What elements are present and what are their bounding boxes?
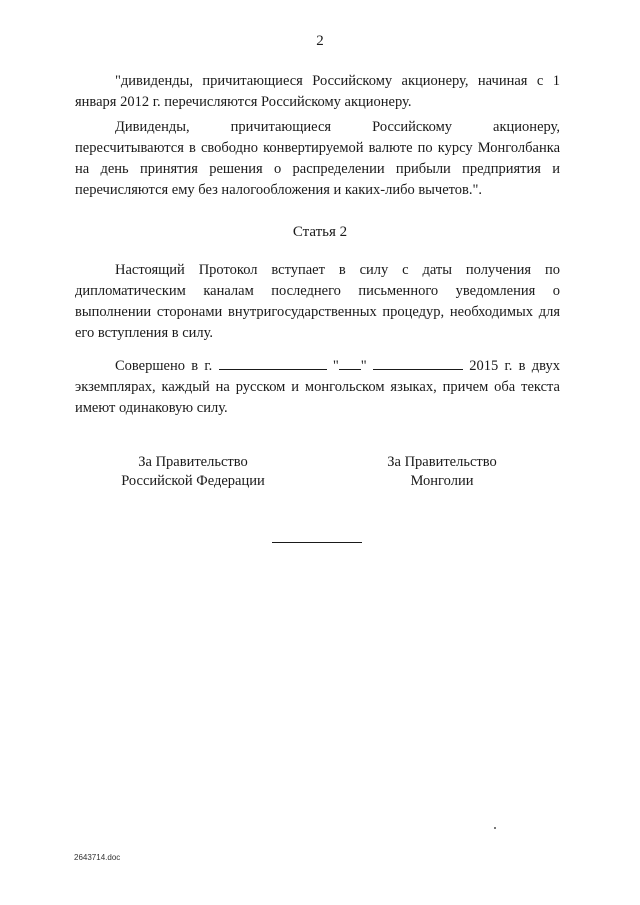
day-blank <box>339 356 361 370</box>
entry-into-force-paragraph <box>75 260 560 344</box>
signature-russia-line1: За Правительство <box>138 454 248 470</box>
footer-doc-code: 2643714.doc <box>74 853 121 862</box>
done-at-text <box>75 356 560 419</box>
dividends-text-2: Дивиденды, причитающиеся Российскому акционеру, пересчитываются в свободно конвертируемой валюте по курсу Монголбанка на день принятия решения о распределении прибыли предприятия и перечисляются ему без налогообложения и каких-либо вычетов.". <box>75 119 560 198</box>
article-2-title: Статья 2 <box>292 224 348 240</box>
dividends-text-1: "дивиденды, причитающиеся Российскому акционеру, начиная с 1 января 2012 г. перечисляются Российскому акционеру. <box>75 73 560 110</box>
city-blank <box>219 356 327 370</box>
end-divider-line <box>272 542 362 543</box>
dividends-paragraph-1 <box>75 71 560 113</box>
scan-dot <box>494 827 496 829</box>
signature-russia <box>108 453 278 491</box>
quote-open: " <box>332 358 339 374</box>
page-number: 2 <box>316 33 324 49</box>
signature-mongolia <box>357 453 527 491</box>
month-blank <box>373 356 463 370</box>
done-at-paragraph <box>75 356 560 419</box>
done-at-prefix: Совершено в г. <box>115 358 213 374</box>
signature-mongolia-line2: Монголии <box>410 473 474 489</box>
quote-close: " <box>360 358 367 374</box>
entry-into-force-text: Настоящий Протокол вступает в силу с даты получения по дипломатическим каналам последнего письменного уведомления о выполнении сторонами внутригосударственных процедур, необходимых для его вступления в силу. <box>75 262 560 341</box>
dividends-paragraph-2 <box>75 117 560 201</box>
signature-mongolia-line1: За Правительство <box>387 454 497 470</box>
signature-russia-line2: Российской Федерации <box>121 473 265 489</box>
year-text: 2015 г. в двух экземплярах, каждый на русском и монгольском языках, причем оба текста имеют одинаковую силу. <box>75 358 561 416</box>
